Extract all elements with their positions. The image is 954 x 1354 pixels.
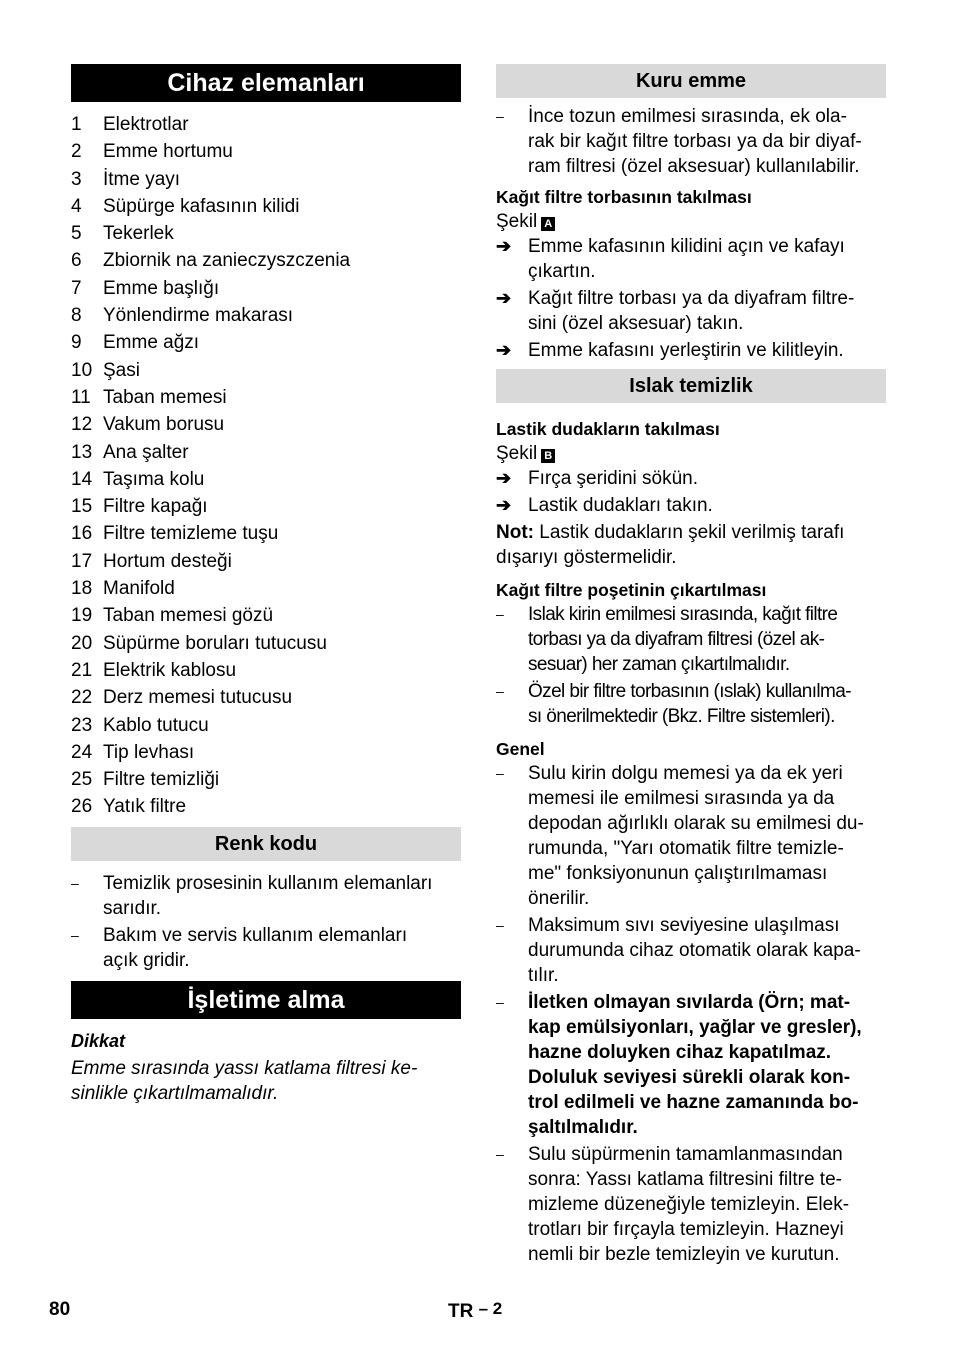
text-line: trotları bir fırçayla temizleyin. Hazneyi xyxy=(528,1219,844,1240)
item-label: Emme hortumu xyxy=(103,141,233,163)
caution-line: sinlikle çıkartılmamalıdır. xyxy=(71,1082,279,1104)
subheading-lips-insert: Lastik dudakların takılması xyxy=(496,419,720,439)
item-number: 11 xyxy=(71,386,91,408)
item-number: 24 xyxy=(71,741,93,763)
text-line: depodan ağırlıklı olarak su emilmesi du- xyxy=(528,813,864,834)
figure-label: Şekil xyxy=(496,443,538,464)
item-number: 14 xyxy=(71,468,93,490)
item-label: Ana şalter xyxy=(103,441,189,463)
item-text xyxy=(103,923,461,973)
text-line: Sulu süpürmenin tamamlanmasından xyxy=(528,1144,843,1165)
list-item xyxy=(71,684,461,711)
list-item xyxy=(71,466,461,493)
list-item xyxy=(71,357,461,384)
caution-text xyxy=(71,1056,461,1106)
page-number: 80 xyxy=(49,1299,71,1320)
item-label: Tip levhası xyxy=(103,741,195,763)
color-code-list xyxy=(71,871,461,973)
item-number: 13 xyxy=(71,441,93,463)
text-line: tılır. xyxy=(528,965,559,986)
text-line: memesi ile emilmesi sırasında ya da xyxy=(528,788,835,809)
text-line: Sulu kirin dolgu memesi ya da ek yeri xyxy=(528,763,843,784)
text-line: çıkartın. xyxy=(528,261,596,282)
text-line: rak bir kağıt filtre torbası ya da bir diyaf- xyxy=(528,131,862,152)
item-number: 20 xyxy=(71,632,93,654)
item-number: 25 xyxy=(71,769,93,791)
list-item xyxy=(71,548,461,575)
list-item xyxy=(71,493,461,520)
text-line: rumunda, "Yarı otomatik filtre temizle- xyxy=(528,838,844,859)
item-text xyxy=(528,602,886,677)
list-item xyxy=(71,766,461,793)
list-item xyxy=(71,630,461,657)
list-item xyxy=(71,384,461,411)
item-label: Emme ağzı xyxy=(103,332,200,354)
dash-bullet: – xyxy=(71,926,79,943)
subheading-bag-remove: Kağıt filtre poşetinin çıkartılması xyxy=(496,580,767,600)
list-item xyxy=(496,679,886,729)
list-item xyxy=(71,871,461,921)
text-line: hazne doluyken cihaz kapatılmaz. xyxy=(528,1042,832,1063)
list-item xyxy=(71,138,461,165)
figure-a-icon: A xyxy=(541,217,555,231)
list-item xyxy=(71,275,461,302)
list-item xyxy=(71,193,461,220)
item-label: Süpürge kafasının kilidi xyxy=(103,195,300,217)
text-line: Bakım ve servis kullanım elemanları xyxy=(103,924,408,946)
text-line: açık gridir. xyxy=(103,949,190,971)
note-line: Lastik dudakların şekil verilmiş tarafı xyxy=(533,522,845,543)
item-text xyxy=(528,679,886,729)
item-text xyxy=(528,1142,886,1267)
text-line: sı önerilmektedir (Bkz. Filtre sistemleri). xyxy=(528,706,835,727)
item-number: 16 xyxy=(71,523,93,545)
list-item xyxy=(496,286,886,336)
lips-insert-steps xyxy=(496,466,886,518)
list-item xyxy=(71,575,461,602)
item-label: Filtre temizleme tuşu xyxy=(103,523,279,545)
subheading-general: Genel xyxy=(496,739,545,759)
item-number: 19 xyxy=(71,605,93,627)
item-text xyxy=(528,286,886,336)
text-line: sarıdır. xyxy=(103,897,162,919)
text-line: sesuar) her zaman çıkartılmalıdır. xyxy=(528,654,790,675)
item-label: Emme başlığı xyxy=(103,277,220,299)
list-item xyxy=(496,990,886,1140)
list-item xyxy=(496,602,886,677)
item-label: Taban memesi gözü xyxy=(103,605,274,627)
arrow-icon: ➔ xyxy=(496,340,512,360)
bag-remove-list xyxy=(496,602,886,729)
caution-line: Emme sırasında yassı katlama filtresi ke- xyxy=(71,1057,418,1079)
text-line: Emme kafasını yerleştirin ve kilitleyin. xyxy=(528,340,844,361)
item-number: 10 xyxy=(71,359,93,381)
arrow-icon: ➔ xyxy=(496,236,512,256)
text-line: Kağıt filtre torbası ya da diyafram filtre- xyxy=(528,288,855,309)
text-line: Özel bir filtre torbasının (ıslak) kullanılma- xyxy=(528,681,851,702)
item-label: Şasi xyxy=(103,359,140,381)
text-line: sini (özel aksesuar) takın. xyxy=(528,313,744,334)
dry-vacuum-list xyxy=(496,104,886,179)
arrow-icon: ➔ xyxy=(496,468,512,488)
item-number: 18 xyxy=(71,578,93,600)
text-line: sonra: Yassı katlama filtresini filtre te- xyxy=(528,1169,842,1190)
list-item xyxy=(496,234,886,284)
dash-bullet: – xyxy=(496,765,504,781)
text-line: torbası ya da diyafram filtresi (özel ak- xyxy=(528,629,825,650)
caution-title: Dikkat xyxy=(71,1030,126,1051)
list-item xyxy=(496,338,886,363)
item-number: 4 xyxy=(71,195,82,217)
item-label: Tekerlek xyxy=(103,223,174,245)
section-title-operation: İşletime alma xyxy=(71,981,461,1019)
list-item xyxy=(71,247,461,274)
item-text xyxy=(103,871,461,921)
list-item xyxy=(71,739,461,766)
dash-bullet: – xyxy=(496,1146,504,1162)
text-line: Doluluk seviyesi sürekli olarak kon- xyxy=(528,1067,851,1088)
item-text xyxy=(528,338,886,363)
text-line: kap emülsiyonları, yağlar ve gresler), xyxy=(528,1017,862,1038)
figure-reference-b xyxy=(496,441,886,466)
section-title-color-code: Renk kodu xyxy=(71,827,461,861)
components-list xyxy=(71,102,461,827)
text-line: Emme kafasının kilidini açın ve kafayı xyxy=(528,236,845,257)
list-item xyxy=(71,329,461,356)
arrow-icon: ➔ xyxy=(496,495,512,515)
list-item xyxy=(71,923,461,973)
item-number: 1 xyxy=(71,114,82,135)
text-line: nemli bir bezle temizleyin ve kurutun. xyxy=(528,1244,840,1265)
left-column xyxy=(71,64,461,1106)
figure-b-icon: B xyxy=(541,449,555,463)
right-column xyxy=(496,64,886,1269)
list-item xyxy=(71,793,461,820)
item-text: Fırça şeridini sökün. xyxy=(528,468,699,489)
item-number: 22 xyxy=(71,687,93,709)
text-line: me" fonksiyonunun çalıştırılmaması xyxy=(528,863,828,884)
item-number: 26 xyxy=(71,796,93,818)
text-line: İnce tozun emilmesi sırasında, ek ola- xyxy=(528,106,847,127)
item-label: Elektrik kablosu xyxy=(103,659,237,681)
list-item xyxy=(496,761,886,911)
note-label: Not: xyxy=(496,522,534,543)
item-number: 8 xyxy=(71,305,82,327)
text-line: Islak kirin emilmesi sırasında, kağıt filtre xyxy=(528,604,838,625)
item-number: 23 xyxy=(71,714,93,736)
item-label: Kablo tutucu xyxy=(103,714,209,736)
bag-insert-steps xyxy=(496,234,886,363)
list-item xyxy=(496,913,886,988)
arrow-icon: ➔ xyxy=(496,288,512,308)
item-number: 2 xyxy=(71,141,82,163)
list-item xyxy=(71,712,461,739)
list-item xyxy=(71,411,461,438)
item-number: 3 xyxy=(71,168,82,190)
item-number: 9 xyxy=(71,332,82,354)
dash-bullet: – xyxy=(496,994,504,1010)
subheading-bag-insert: Kağıt filtre torbasının takılması xyxy=(496,187,752,207)
item-label: Filtre kapağı xyxy=(103,496,208,518)
text-line: Temizlik prosesinin kullanım elemanları xyxy=(103,872,433,894)
item-text: Lastik dudakları takın. xyxy=(528,495,713,516)
item-number: 15 xyxy=(71,496,93,518)
item-label: Süpürme boruları tutucusu xyxy=(103,632,327,654)
figure-reference-a xyxy=(496,209,886,234)
item-label: Elektrotlar xyxy=(103,114,189,135)
note-line: dışarıyı göstermelidir. xyxy=(496,547,677,568)
list-item xyxy=(71,520,461,547)
list-item xyxy=(71,602,461,629)
item-number: 21 xyxy=(71,659,93,681)
text-line: İletken olmayan sıvılarda (Örn; mat- xyxy=(528,992,851,1013)
text-line: şaltılmalıdır. xyxy=(528,1117,638,1138)
item-number: 5 xyxy=(71,223,82,245)
item-text xyxy=(528,234,886,284)
item-label: Hortum desteği xyxy=(103,550,232,572)
text-line: ram filtresi (özel aksesuar) kullanılabilir. xyxy=(528,156,860,177)
list-item xyxy=(71,220,461,247)
list-item xyxy=(71,302,461,329)
list-item xyxy=(71,111,461,138)
general-list xyxy=(496,761,886,1267)
text-line: trol edilmeli ve hazne zamanında bo- xyxy=(528,1092,859,1113)
item-label: Taşıma kolu xyxy=(103,468,205,490)
item-number: 7 xyxy=(71,277,82,299)
dash-bullet: – xyxy=(496,917,504,933)
text-line: Maksimum sıvı seviyesine ulaşılması xyxy=(528,915,840,936)
item-label: Manifold xyxy=(103,578,175,600)
item-label: Yatık filtre xyxy=(103,796,187,818)
text-line: mizleme düzeneğiyle temizleyin. Elek- xyxy=(528,1194,850,1215)
item-text xyxy=(528,913,886,988)
item-text xyxy=(528,104,886,179)
list-item xyxy=(71,657,461,684)
list-item xyxy=(496,104,886,179)
note xyxy=(496,520,886,570)
item-label: Yönlendirme makarası xyxy=(103,305,294,327)
item-number: 12 xyxy=(71,414,93,436)
item-text xyxy=(528,761,886,911)
footer-language-code xyxy=(448,1299,502,1323)
text-line: önerilir. xyxy=(528,888,590,909)
list-item xyxy=(496,1142,886,1267)
item-text xyxy=(528,990,886,1140)
dash-bullet: – xyxy=(496,683,504,699)
item-label: İtme yayı xyxy=(103,168,181,190)
list-item xyxy=(496,493,886,518)
section-code: – 2 xyxy=(478,1299,503,1318)
dash-bullet: – xyxy=(496,606,504,622)
dash-bullet: – xyxy=(71,874,79,891)
item-number: 17 xyxy=(71,550,93,572)
item-label: Zbiornik na zanieczyszczenia xyxy=(103,250,351,272)
item-label: Filtre temizliği xyxy=(103,769,220,791)
section-title-wet-cleaning: Islak temizlik xyxy=(496,369,886,403)
item-label: Vakum borusu xyxy=(103,414,225,436)
item-label: Taban memesi xyxy=(103,386,227,408)
list-item xyxy=(496,466,886,491)
section-title-components: Cihaz elemanları xyxy=(71,64,461,102)
item-label: Derz memesi tutucusu xyxy=(103,687,293,709)
text-line: durumunda cihaz otomatik olarak kapa- xyxy=(528,940,861,961)
section-title-dry-vacuum: Kuru emme xyxy=(496,64,886,98)
dash-bullet: – xyxy=(496,108,504,124)
language: TR xyxy=(448,1301,474,1322)
figure-label: Şekil xyxy=(496,211,538,232)
list-item xyxy=(71,166,461,193)
list-item xyxy=(71,439,461,466)
item-number: 6 xyxy=(71,250,82,272)
